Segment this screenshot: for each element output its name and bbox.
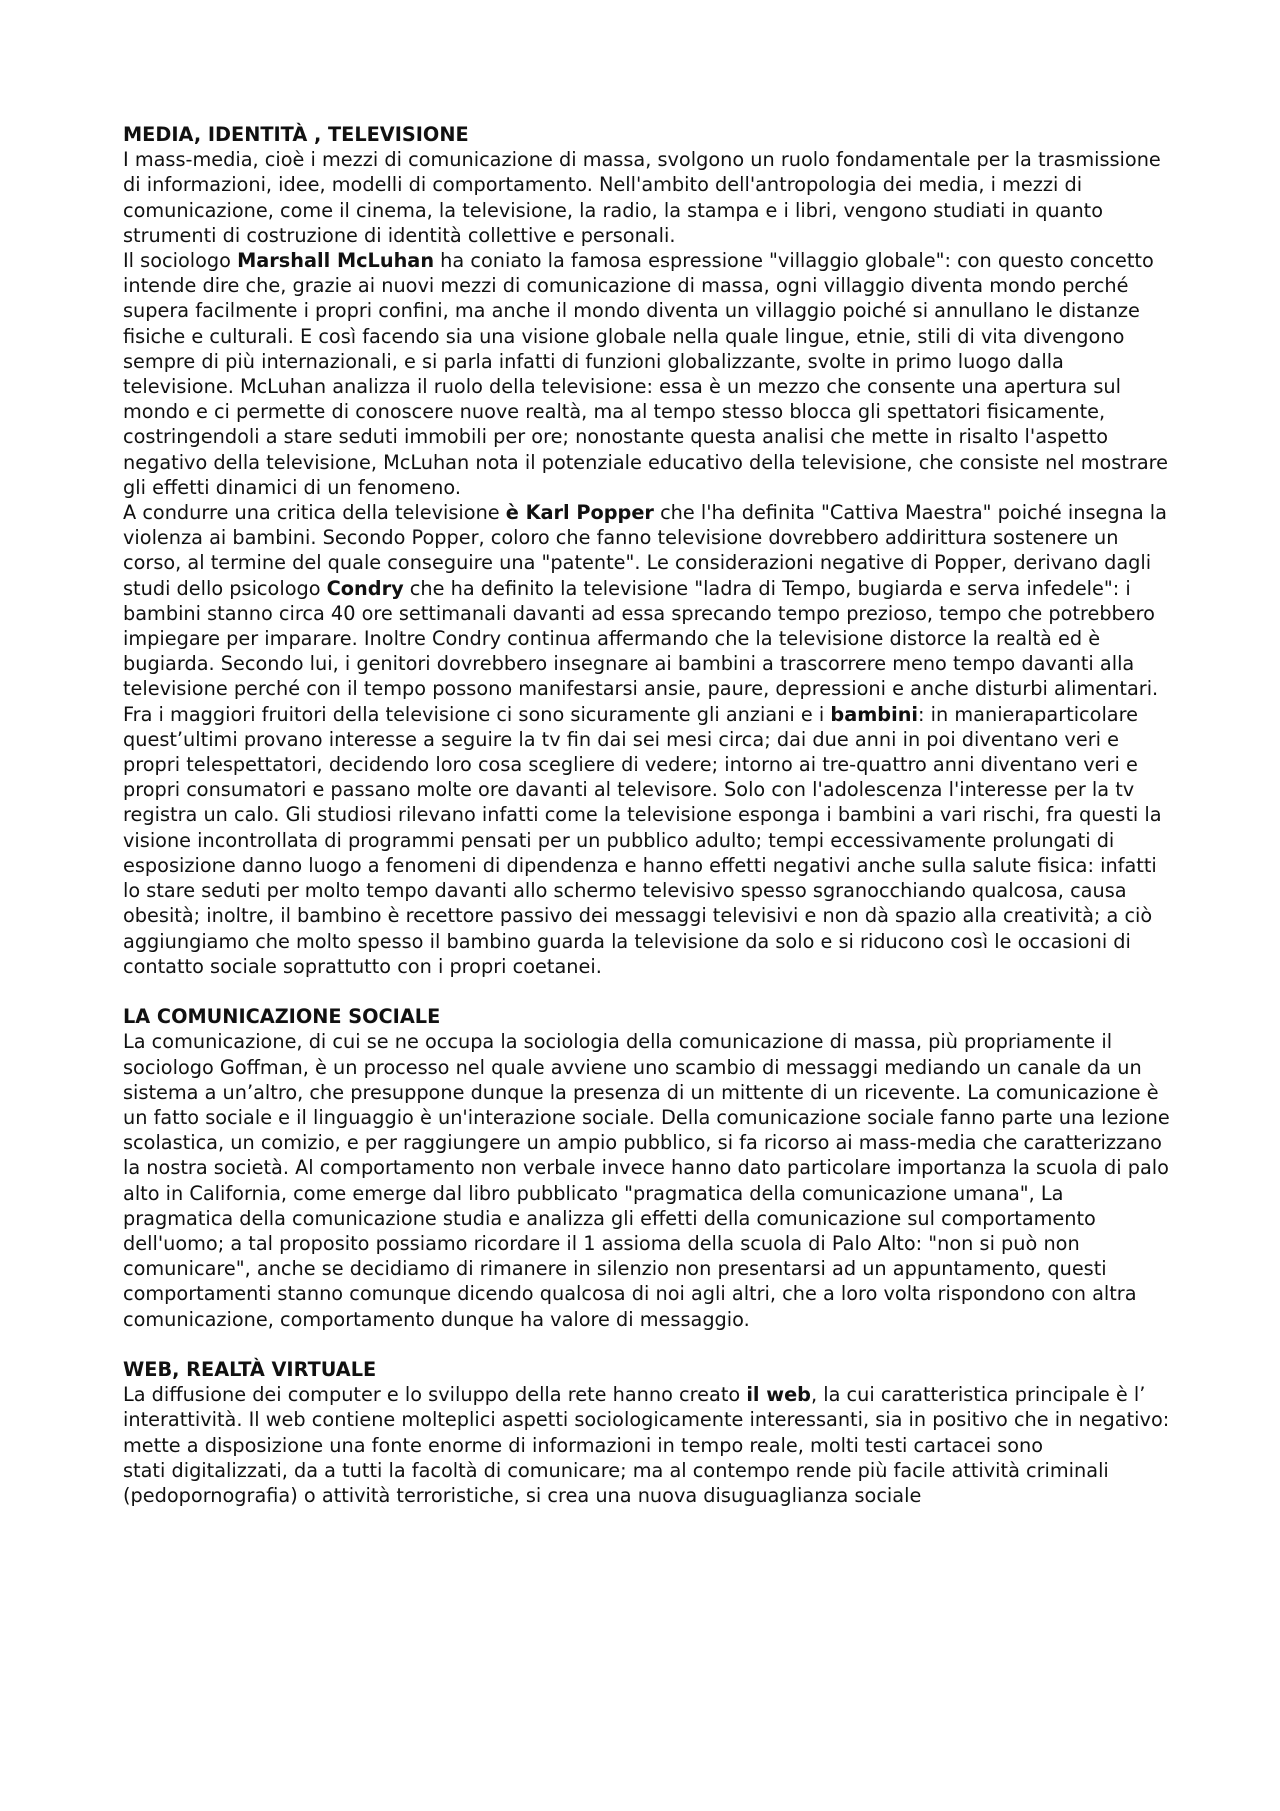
section-media-identita-televisione — [123, 122, 1173, 979]
paragraph-text: La comunicazione, di cui se ne occupa la sociologia della comunicazione di massa, più propriamente il sociologo Goffman, è un processo nel quale avviene uno scambio di messaggi mediando un canale da un sistema a un’altro, che presuppone dunque la presenza di un mittente di un ricevente. La comunicazione è un fatto sociale e il linguaggio è un'interazione sociale. Della comunicazione sociale fanno parte una lezione scolastica, un comizio, e per raggiungere un ampio pubblico, si fa ricorso ai mass-media che caratterizzano la nostra società. Al comportamento non verbale invece hanno dato particolare importanza la scuola di palo alto in California, come emerge dal libro pubblicato "pragmatica della comunicazione umana", La pragmatica della comunicazione studia e analizza gli effetti della comunicazione sul comportamento dell'uomo; a tal proposito possiamo ricordare il 1 assioma della scuola di Palo Alto: "non si può non comunicare", anche se decidiamo di rimanere in silenzio non presentarsi ad un appuntamento, questi comportamenti stanno comunque dicendo qualcosa di noi agli altri, che a loro volta rispondono con altra comunicazione, comportamento dunque ha valore di messaggio. — [123, 1030, 1170, 1331]
paragraph-text: Fra i maggiori fruitori della televisione ci sono sicuramente gli anziani e i — [123, 702, 831, 726]
bold-term-web: il web — [746, 1383, 811, 1407]
paragraph — [123, 500, 1173, 702]
paragraph-text: A condurre una critica della televisione — [123, 501, 506, 525]
section-title: LA COMUNICAZIONE SOCIALE — [123, 1005, 441, 1029]
paragraph-text: Il sociologo — [123, 249, 238, 273]
paragraph — [123, 1029, 1173, 1331]
section-gap — [123, 979, 1173, 1004]
paragraph-text: , la cui caratteristica principale è l’ interattività. Il web contiene molteplici aspetti sociologicamente interessanti, sia in positivo che in negativo: mette a disposizione una fonte enorme di informazioni in tempo reale, molti testi cartacei sono — [123, 1383, 1170, 1457]
bold-name-condry: Condry — [326, 576, 404, 600]
paragraph-text: ha coniato la famosa espressione "villaggio globale": con questo concetto intende dire che, grazie ai nuovi mezzi di comunicazione di massa, ogni villaggio diventa mondo perché supera facilmente i propri confini, ma anche il mondo diventa un villaggio poiché si annullano le distanze fisiche e culturali. E così facendo sia una visione globale nella quale lingue, etnie, stili di vita divengono sempre di più internazionali, e si parla infatti di funzioni globalizzante, svolte in primo luogo dalla televisione. McLuhan analizza il ruolo della televisione: essa è un mezzo che consente una apertura sul mondo e ci permette di conoscere nuove realtà, ma al tempo stesso blocca gli spettatori fisicamente, costringendoli a stare seduti immobili per ore; nonostante questa analisi che mette in risalto l'aspetto negativo della televisione, McLuhan nota il potenziale educativo della televisione, che consiste nel mostrare gli effetti dinamici di un fenomeno. — [123, 249, 1169, 499]
bold-name-mcluhan: Marshall McLuhan — [237, 249, 435, 273]
paragraph — [123, 248, 1173, 500]
paragraph — [123, 1382, 1173, 1458]
paragraph-text: che ha definito la televisione "ladra di Tempo, bugiarda e serva infedele": i bambini stanno circa 40 ore settimanali davanti ad essa sprecando tempo prezioso, tempo che potrebbero impiegare per imparare. Inoltre Condry continua affermando che la televisione distorce la realtà ed è bugiarda. Secondo lui, i genitori dovrebbero insegnare ai bambini a trascorrere meno tempo davanti alla televisione perché con il tempo possono manifestarsi ansie, paure, depressioni e anche disturbi alimentari. — [123, 576, 1159, 701]
section-gap — [123, 1332, 1173, 1357]
bold-name-popper: è Karl Popper — [505, 501, 654, 525]
section-comunicazione-sociale — [123, 1004, 1173, 1332]
paragraph-text: stati digitalizzati, da a tutti la facoltà di comunicare; ma al contempo rende più facile attività criminali (pedopornografia) o attività terroristiche, si crea una nuova disuguaglianza sociale — [123, 1458, 1109, 1507]
paragraph-text: : in manieraparticolare quest’ultimi provano interesse a seguire la tv fin dai sei mesi circa; dai due anni in poi diventano veri e propri telespettatori, decidendo loro cosa scegliere di vedere; intorno ai tre-quattro anni diventano veri e propri consumatori e passano molte ore davanti al televisore. Solo con l'adolescenza l'interesse per la tv registra un calo. Gli studiosi rilevano infatti come la televisione esponga i bambini a vari rischi, fra questi la visione incontrollata di programmi pensati per un pubblico adulto; tempi eccessivamente prolungati di esposizione danno luogo a fenomeni di dipendenza e hanno effetti negativi anche sulla salute fisica: infatti lo stare seduti per molto tempo davanti allo schermo televisivo spesso sgranocchiando qualcosa, causa obesità; inoltre, il bambino è recettore passivo dei messaggi televisivi e non dà spazio alla creatività; a ciò aggiungiamo che molto spesso il bambino guarda la televisione da solo e si riducono così le occasioni di contatto sociale soprattutto con i propri coetanei. — [123, 702, 1162, 978]
paragraph — [123, 1458, 1173, 1508]
paragraph-text: La diffusione dei computer e lo sviluppo della rete hanno creato — [123, 1383, 747, 1407]
section-web-realta-virtuale — [123, 1357, 1173, 1508]
section-title: MEDIA, IDENTITÀ , TELEVISIONE — [123, 123, 469, 146]
bold-term-bambini: bambini — [830, 702, 919, 726]
paragraph — [123, 147, 1173, 248]
document-page — [123, 122, 1173, 1508]
section-title: WEB, REALTÀ VIRTUALE — [123, 1357, 377, 1381]
paragraph — [123, 702, 1173, 979]
paragraph-text: che l'ha definita "Cattiva Maestra" poiché insegna la violenza ai bambini. Secondo Popper, coloro che fanno televisione dovrebbero addirittura sostenere un corso, al termine del quale conseguire una "patente". Le considerazioni negative di Popper, derivano dagli studi dello psicologo — [123, 501, 1167, 600]
paragraph-text: I mass-media, cioè i mezzi di comunicazione di massa, svolgono un ruolo fondamentale per la trasmissione di informazioni, idee, modelli di comportamento. Nell'ambito dell'antropologia dei media, i mezzi di comunicazione, come il cinema, la televisione, la radio, la stampa e i libri, vengono studiati in quanto strumenti di costruzione di identità collettive e personali. — [123, 148, 1161, 247]
